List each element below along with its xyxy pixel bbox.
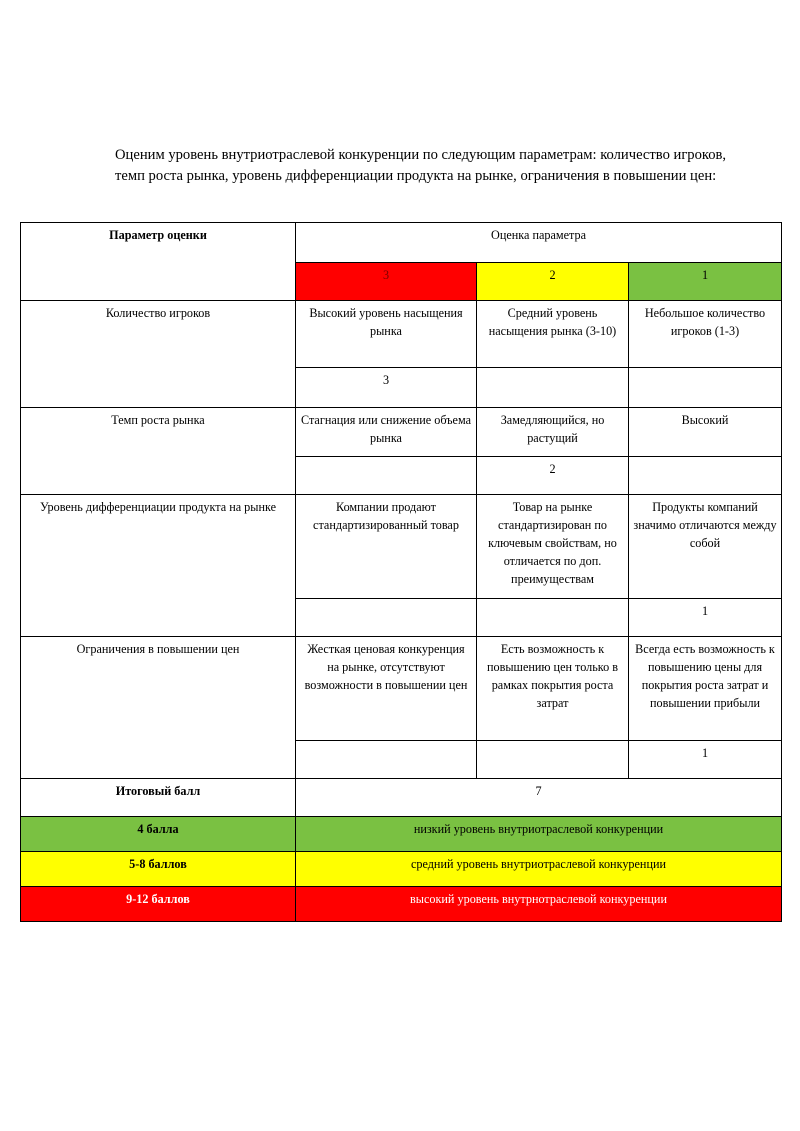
intro-paragraph: Оценим уровень внутриотраслевой конкуренции по следующим параметрам: количество игроков, темп роста рынка, уровень дифференциации продукта на рынке, ограничения в повышении цен:	[115, 147, 727, 184]
criterion-cell: Высокий уровень насыщения рынка	[296, 301, 477, 368]
criterion-cell: Высокий	[629, 408, 782, 457]
legend-low-text: низкий уровень внутриотраслевой конкуренции	[296, 817, 782, 852]
param-price-limits: Ограничения в повышении цен	[21, 637, 296, 779]
criterion-cell: Компании продают стандартизированный товар	[296, 495, 477, 599]
legend-high-text: высокий уровень внутрнотраслевой конкуренции	[296, 887, 782, 922]
level-1-cell: 1	[629, 263, 782, 301]
level-2-cell: 2	[477, 263, 629, 301]
criterion-cell: Всегда есть возможность к повышению цены для покрытия роста затрат и повышении прибыли	[629, 637, 782, 741]
score-cell	[629, 368, 782, 408]
param-players: Количество игроков	[21, 301, 296, 408]
param-differentiation: Уровень дифференциации продукта на рынке	[21, 495, 296, 637]
criterion-cell: Товар на рынке стандартизирован по ключевым свойствам, но отличается по доп. преимуществам	[477, 495, 629, 599]
legend-high-label: 9-12 баллов	[21, 887, 296, 922]
criterion-cell: Средний уровень насыщения рынка (3-10)	[477, 301, 629, 368]
competition-assessment-table	[20, 222, 782, 922]
param-growth: Темп роста рынка	[21, 408, 296, 495]
score-cell: 1	[629, 741, 782, 779]
score-cell: 2	[477, 457, 629, 495]
total-value: 7	[296, 779, 782, 817]
criterion-cell: Есть возможность к повышению цен только в рамках покрытия роста затрат	[477, 637, 629, 741]
total-label: Итоговый балл	[21, 779, 296, 817]
level-3-cell: 3	[296, 263, 477, 301]
criterion-cell: Жесткая ценовая конкуренция на рынке, отсутствуют возможности в повышении цен	[296, 637, 477, 741]
legend-medium-text: средний уровень внутриотраслевой конкуренции	[296, 852, 782, 887]
score-cell	[296, 457, 477, 495]
score-cell	[296, 741, 477, 779]
legend-medium-label: 5-8 баллов	[21, 852, 296, 887]
criterion-cell: Стагнация или снижение объема рынка	[296, 408, 477, 457]
score-cell: 3	[296, 368, 477, 408]
score-cell	[629, 457, 782, 495]
score-cell	[477, 741, 629, 779]
criterion-cell: Замедляющийся, но растущий	[477, 408, 629, 457]
criterion-cell: Небольшое количество игроков (1-3)	[629, 301, 782, 368]
header-evaluation: Оценка параметра	[296, 223, 782, 263]
criterion-cell: Продукты компаний значимо отличаются между собой	[629, 495, 782, 599]
score-cell	[296, 599, 477, 637]
header-parameter: Параметр оценки	[21, 223, 296, 301]
score-cell	[477, 368, 629, 408]
score-cell	[477, 599, 629, 637]
score-cell: 1	[629, 599, 782, 637]
legend-low-label: 4 балла	[21, 817, 296, 852]
